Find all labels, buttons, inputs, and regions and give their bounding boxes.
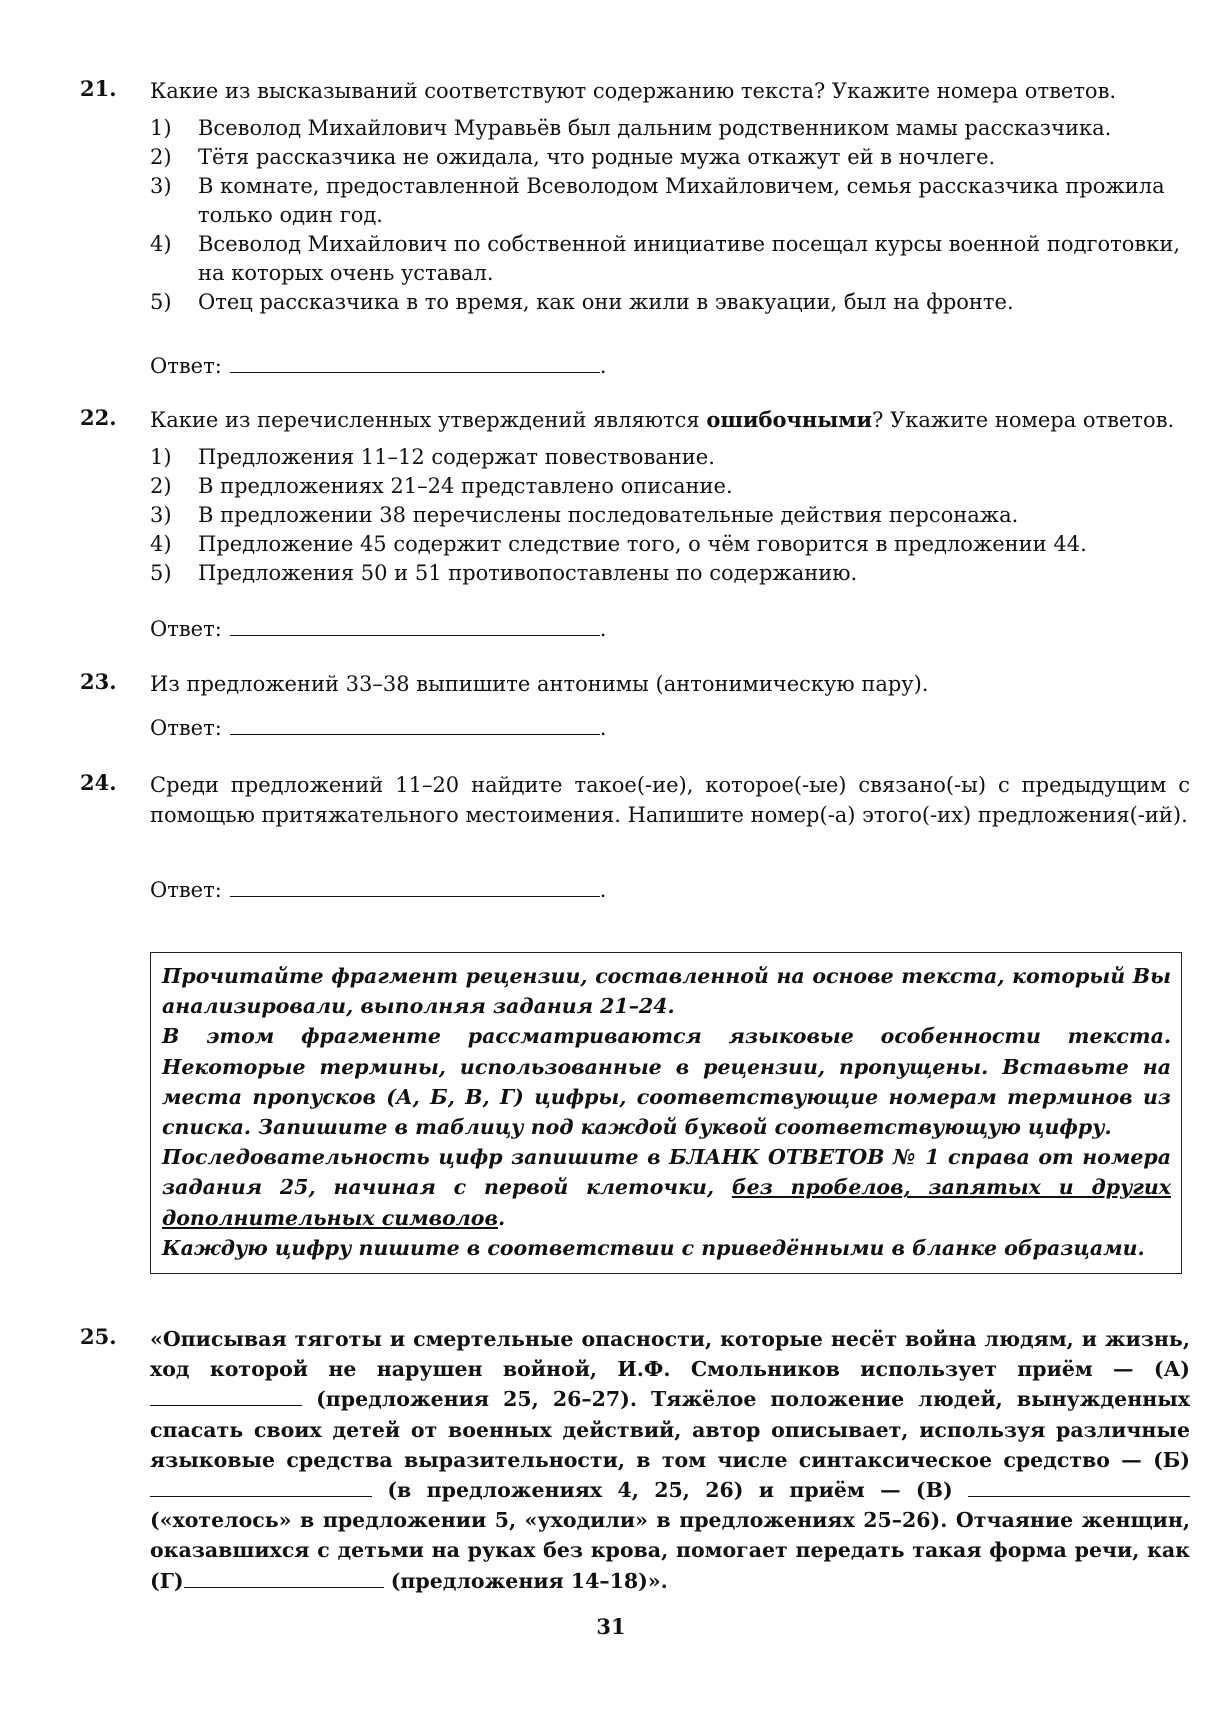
task-question: Какие из высказываний соответствуют содержанию текста? Укажите номера ответов. [150, 79, 1117, 103]
option-text: Тётя рассказчика не ожидала, что родные мужа откажут ей в ночлеге. [198, 145, 996, 169]
option-list [150, 114, 1195, 317]
question-emphasis: ошибочными [706, 407, 873, 432]
task-number: 21. [80, 76, 117, 101]
instruction-paragraph: В этом фрагменте рассматриваются языковые особенности текста. Некоторые термины, использованные в рецензии, пропущены. Вставьте на места пропусков (А, Б, В, Г) цифры, соответствующие номерам терминов из списка. Запишите в таблицу под каждой буквой соответствующую цифру. [162, 1024, 1171, 1140]
option-number: 1) [150, 445, 172, 469]
option-number: 5) [150, 561, 172, 585]
task-question: Среди предложений 11–20 найдите такое(-ие), которое(-ые) связано(-ы) с предыдущим с помощью притяжательного местоимения. Напишите номер(-а) этого(-их) предложения(-ий). [150, 773, 1190, 827]
task-number: 22. [80, 405, 117, 430]
option-item [150, 288, 1195, 317]
task-25-segment: «Описывая тяготы и смертельные опасности, которые несёт война людям, и жизнь, ход которой не нарушен войной, И.Ф. Смольников использует приём — (А) [150, 1327, 1190, 1382]
answer-line[interactable] [230, 615, 600, 636]
task-25-segment: (в предложениях 4, 25, 26) и приём — (В) [372, 1478, 968, 1503]
option-text: Предложение 45 содержит следствие того, о чём говорится в предложении 44. [198, 532, 1087, 556]
answer-end: . [599, 716, 607, 740]
answer-label: Ответ: [150, 617, 222, 641]
answer-label: Ответ: [150, 716, 222, 740]
answer-label: Ответ: [150, 878, 222, 902]
option-item [150, 559, 1195, 588]
blank-v[interactable] [968, 1476, 1190, 1497]
option-item [150, 114, 1195, 143]
instruction-box [150, 952, 1182, 1274]
answer-field[interactable] [150, 352, 606, 378]
option-number: 1) [150, 116, 172, 140]
option-text: Всеволод Михайлович Муравьёв был дальним родственником мамы рассказчика. [198, 116, 1112, 140]
task-question: Из предложений 33–38 выпишите антонимы (антонимическую пару). [150, 672, 929, 696]
blank-g[interactable] [184, 1567, 384, 1588]
option-item [150, 143, 1195, 172]
option-number: 4) [150, 232, 172, 256]
answer-field[interactable] [150, 615, 606, 641]
question-text-end: ? Укажите номера ответов. [872, 408, 1175, 432]
option-number: 3) [150, 503, 172, 527]
instruction-paragraph: Каждую цифру пишите в соответствии с приведёнными в бланке образцами. [162, 1235, 1145, 1260]
option-item [150, 230, 1195, 288]
option-item [150, 472, 1195, 501]
answer-end: . [599, 354, 607, 378]
option-text: В предложении 38 перечислены последовательные действия персонажа. [198, 503, 1019, 527]
option-number: 5) [150, 290, 172, 314]
blank-a[interactable] [150, 1385, 302, 1406]
answer-field[interactable] [150, 714, 606, 740]
task-number: 24. [80, 770, 117, 795]
option-number: 4) [150, 532, 172, 556]
option-text: Предложения 50 и 51 противопоставлены по содержанию. [198, 561, 858, 585]
option-item [150, 530, 1195, 559]
answer-line[interactable] [230, 876, 600, 897]
instruction-paragraph: Прочитайте фрагмент рецензии, составленной на основе текста, который Вы анализировали, выполняя задания 21–24. [162, 964, 1171, 1019]
option-list [150, 443, 1195, 588]
task-number: 23. [80, 669, 117, 694]
task-25-number: 25. [80, 1324, 117, 1349]
question-text: Какие из перечисленных утверждений являются [150, 408, 707, 432]
instruction-underlined: без пробелов, запятых и других дополнительных символов [162, 1175, 1171, 1230]
task-25-segment: (предложения 25, 26–27). Тяжёлое положение людей, вынужденных спасать своих детей от военных действий, автор описывает, используя различные языковые средства выразительности, в том числе синтаксическое средство — (Б) [150, 1387, 1190, 1472]
instruction-paragraph [162, 1142, 1171, 1233]
option-number: 2) [150, 145, 172, 169]
answer-label: Ответ: [150, 354, 222, 378]
answer-line[interactable] [230, 714, 600, 735]
answer-end: . [599, 617, 607, 641]
task-25-segment: (предложения 14–18)». [383, 1568, 668, 1593]
option-text: В комнате, предоставленной Всеволодом Михайловичем, семья рассказчика прожила только один год. [198, 174, 1165, 227]
answer-field[interactable] [150, 876, 606, 902]
answer-end: . [599, 878, 607, 902]
instruction-text: Последовательность цифр запишите в БЛАНК ОТВЕТОВ № 1 справа от номера задания 25, начиная с первой клеточки, [162, 1145, 1171, 1200]
option-text: Предложения 11–12 содержат повествование. [198, 445, 715, 469]
blank-b[interactable] [150, 1476, 372, 1497]
option-number: 3) [150, 174, 172, 198]
option-number: 2) [150, 474, 172, 498]
option-item [150, 172, 1195, 230]
instruction-text-end: . [497, 1205, 506, 1230]
option-text: В предложениях 21–24 представлено описание. [198, 474, 733, 498]
option-text: Всеволод Михайлович по собственной инициативе посещал курсы военной подготовки, на которых очень уставал. [198, 232, 1181, 285]
option-item [150, 501, 1195, 530]
page-number: 31 [596, 1614, 626, 1639]
answer-line[interactable] [230, 352, 600, 373]
task-25-text [150, 1324, 1190, 1596]
option-item [150, 443, 1195, 472]
task-question [150, 405, 1190, 435]
task-25-segment: («хотелось» в предложении 5, «уходили» в предложениях 25–26). Отчаяние женщин, оказавшихся с детьми на руках без крова, помогает передать такая форма речи, как (Г) [150, 1508, 1190, 1593]
option-text: Отец рассказчика в то время, как они жили в эвакуации, был на фронте. [198, 290, 1014, 314]
